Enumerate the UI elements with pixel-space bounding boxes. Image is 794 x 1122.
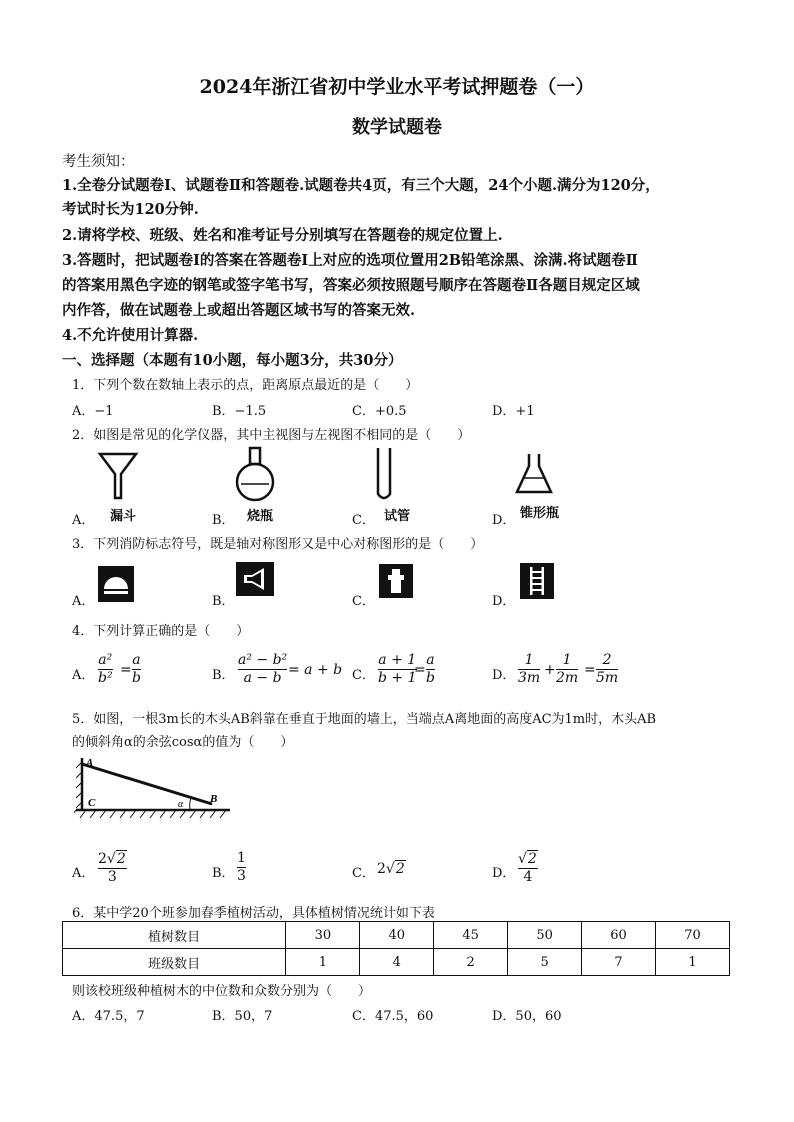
q4b-lhs-fraction [238, 652, 287, 687]
q4d-first-fraction [518, 652, 540, 687]
q4d-first-den: 3m [518, 670, 541, 686]
q5b-num: 1 [237, 850, 246, 866]
conical-flask-figure [514, 452, 554, 496]
notice-item-3-line-3: 内作答，做在试题卷上或超出答题区域书写的答案无效. [62, 302, 416, 319]
q4c-lhs-num: a + 1 [378, 652, 417, 668]
page-subtitle: 数学试题卷 [352, 117, 442, 138]
question-5-stem-line-1: 5．如图，一根3m长的木头AB斜靠在垂直于地面的墙上，当端点A离地面的高度AC为1m时，木头AB [72, 712, 657, 727]
notice-item-3-line-1: 3.答题时，把试题卷Ⅰ的答案在答题卷Ⅰ上对应的选项位置用2B铅笔涂黑、涂满.将试题卷Ⅱ [62, 252, 638, 269]
q4d-second-den: 2m [556, 670, 579, 686]
q4a-rhs-num: a [132, 652, 141, 668]
flask-figure [232, 446, 278, 504]
q4-option-c: C． [352, 668, 375, 683]
q4-option-d: D． [492, 668, 516, 683]
q6-option-b: B．50，7 [212, 1009, 273, 1024]
q4d-result-den: 5m [596, 670, 619, 686]
point-a-label: A [86, 757, 94, 769]
q4b-lhs-num: a² − b² [238, 652, 288, 668]
q2-option-b: B． [212, 513, 235, 528]
table-cell: 45 [434, 922, 508, 949]
q4d-second-num: 1 [562, 652, 572, 668]
table-cell: 1 [655, 949, 729, 976]
flask-caption: 烧瓶 [247, 509, 274, 524]
q4d-equals: = [584, 662, 596, 678]
table-cell: 4 [360, 949, 434, 976]
q5c-radicand: 2 [395, 861, 405, 877]
q3-option-c: C． [352, 594, 375, 609]
section-heading: 一、选择题（本题有10小题，每小题3分，共30分） [62, 352, 403, 369]
q4a-rhs-den: b [132, 670, 141, 686]
question-1-stem: 1．下列个数在数轴上表示的点，距离原点最近的是（ ） [72, 378, 419, 393]
q5b-fraction [237, 850, 246, 885]
q3-option-a: A． [72, 594, 95, 609]
q3-option-b: B． [212, 594, 235, 609]
q5-option-d: D． [492, 866, 516, 881]
table-cell: 5 [508, 949, 582, 976]
q4-option-a: A． [72, 668, 95, 683]
q5-option-c: C． [352, 866, 375, 881]
tree-planting-table [62, 921, 730, 976]
q6-option-d: D．50，60 [492, 1009, 562, 1024]
q4d-first-num: 1 [524, 652, 534, 668]
question-3-stem: 3．下列消防标志符号，既是轴对称图形又是中心对称图形的是（ ） [72, 537, 484, 552]
point-c-label: C [88, 797, 96, 809]
table-cell: 班级数目 [63, 949, 286, 976]
notice-item-2: 2.请将学校、班级、姓名和准考证号分别填写在答题卷的规定位置上. [62, 227, 503, 244]
q5d-radicand: 2 [527, 851, 537, 867]
question-2-stem: 2．如图是常见的化学仪器，其中主视图与左视图不相同的是（ ） [72, 428, 471, 443]
table-cell: 60 [582, 922, 656, 949]
notice-item-3-line-2: 的答案用黑色字迹的钢笔或签字笔书写，答案必须按照题号顺序在答题卷Ⅱ各题目规定区域 [62, 277, 640, 294]
table-row [63, 922, 730, 949]
conical-flask-caption: 锥形瓶 [520, 506, 560, 521]
q3-option-d: D． [492, 594, 516, 609]
q5c-coef: 2 [377, 861, 386, 877]
q1-option-c: C．+0.5 [352, 404, 407, 419]
q5-option-b: B． [212, 866, 235, 881]
test-tube-caption: 试管 [384, 509, 411, 524]
q4a-lhs-fraction [98, 652, 113, 687]
notice-heading: 考生须知： [62, 154, 135, 170]
q5a-fraction: $\frac{2√2}{3}$ [98, 851, 126, 885]
q4a-lhs-num: a² [98, 652, 113, 668]
q4d-result-fraction [596, 652, 618, 687]
ladder-diagram [74, 752, 234, 824]
question-5-stem-line-2: 的倾斜角α的余弦cosα的值为（ ） [72, 735, 294, 750]
q5a-den: 3 [98, 868, 127, 886]
table-cell: 植树数目 [63, 922, 286, 949]
fire-sign-d-icon [520, 563, 554, 599]
q6-option-c: C．47.5，60 [352, 1009, 434, 1024]
notice-item-1-line-2: 考试时长为120分钟. [62, 201, 199, 218]
q4c-rhs-num: a [426, 652, 435, 668]
q4c-lhs-fraction [378, 652, 417, 687]
q5a-coef: 2 [98, 851, 107, 867]
table-cell: 50 [508, 922, 582, 949]
question-6-stem: 6．某中学20个班参加春季植树活动，具体植树情况统计如下表 [72, 906, 435, 921]
table-cell: 7 [582, 949, 656, 976]
table-row [63, 949, 730, 976]
q2-option-a: A． [72, 513, 95, 528]
q4-option-b: B． [212, 668, 235, 683]
funnel-figure [96, 450, 140, 502]
q4d-second-fraction [556, 652, 578, 687]
table-cell: 40 [360, 922, 434, 949]
table-cell: 30 [286, 922, 360, 949]
q5c-value: 2√2 [377, 861, 405, 877]
notice-item-4: 4.不允许使用计算器. [62, 327, 199, 344]
q2-option-c: C． [352, 513, 375, 528]
point-b-label: B [210, 793, 218, 805]
page-title: 2024年浙江省初中学业水平考试押题卷（一） [199, 76, 595, 98]
alpha-label: α [178, 799, 184, 810]
q4a-equals: = [120, 662, 132, 678]
notice-item-1-line-1: 1.全卷分试题卷Ⅰ、试题卷Ⅱ和答题卷.试题卷共4页，有三个大题，24个小题.满分为120分， [62, 177, 660, 194]
q4a-rhs-fraction [132, 652, 141, 687]
question-6-follow-up: 则该校班级种植树木的中位数和众数分别为（ ） [72, 984, 372, 999]
table-cell: 1 [286, 949, 360, 976]
q4d-result-num: 2 [602, 652, 612, 668]
q5b-den: 3 [237, 868, 246, 884]
fire-sign-c-icon [379, 564, 413, 598]
q1-option-b: B．−1.5 [212, 404, 267, 419]
test-tube-figure [374, 446, 394, 504]
q4b-rhs: = a + b [288, 662, 343, 678]
fire-sign-b-icon [236, 562, 274, 596]
q1-option-a: A．−1 [72, 404, 114, 419]
q6-option-a: A．47.5，7 [72, 1009, 145, 1024]
q4c-lhs-den: b + 1 [378, 670, 417, 686]
q4c-equals: = [414, 662, 426, 678]
q4a-lhs-den: b² [98, 670, 113, 686]
q4d-plus: + [544, 662, 556, 678]
q2-option-d: D． [492, 513, 516, 528]
question-4-stem: 4．下列计算正确的是（ ） [72, 624, 250, 639]
q4c-rhs-den: b [426, 670, 435, 686]
q1-option-d: D．+1 [492, 404, 535, 419]
funnel-caption: 漏斗 [110, 509, 137, 524]
q4c-rhs-fraction [426, 652, 435, 687]
q5a-radicand: 2 [116, 851, 126, 867]
table-cell: 70 [655, 922, 729, 949]
q4b-lhs-den: a − b [238, 669, 287, 687]
q5d-fraction: $\frac{√2}{4}$ [518, 851, 537, 885]
table-cell: 2 [434, 949, 508, 976]
fire-sign-a-icon [98, 566, 134, 602]
q5-option-a: A． [72, 866, 95, 881]
q5d-den: 4 [518, 868, 538, 886]
